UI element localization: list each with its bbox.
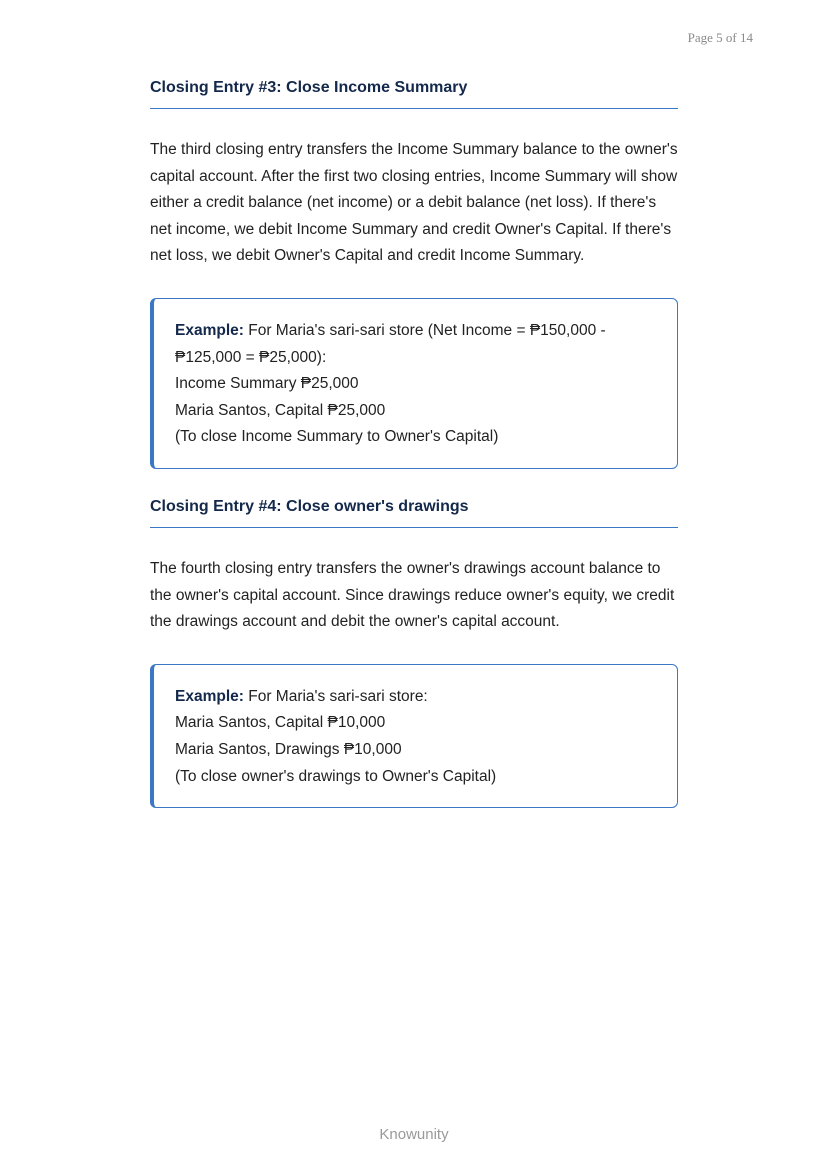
example-label: Example: [175,687,244,705]
example-label: Example: [175,321,244,339]
example-box-closing-entry-4 [150,664,678,808]
example-intro: For Maria's sari-sari store (Net Income = ₱150,000 - ₱125,000 = ₱25,000): [175,321,606,366]
example-line: (To close owner's drawings to Owner's Capital) [175,767,497,785]
example-line: Maria Santos, Drawings ₱10,000 [175,740,402,758]
example-line: Maria Santos, Capital ₱10,000 [175,714,386,732]
section-paragraph-closing-entry-4: The fourth closing entry transfers the owner's drawings account balance to the owner's capital account. Since drawings reduce owner's equity, we credit the drawings account and debit the owner's capital account. [150,559,675,631]
example-line: Income Summary ₱25,000 [175,375,359,393]
footer-brand: Knowunity [379,1126,449,1143]
example-box-closing-entry-3 [150,298,678,469]
page-number: Page 5 of 14 [687,30,753,45]
example-intro: For Maria's sari-sari store: [243,687,428,705]
example-line: (To close Income Summary to Owner's Capital) [175,428,499,446]
section-paragraph-closing-entry-3: The third closing entry transfers the Income Summary balance to the owner's capital account. After the first two closing entries, Income Summary will show either a credit balance (net income) or a debit balance (net loss). If there's net income, we debit Income Summary and credit Owner's Capital. If there's net loss, we debit Owner's Capital and credit Income Summary. [150,141,678,265]
section-heading-closing-entry-3: Closing Entry #3: Close Income Summary [150,79,678,109]
page-content [150,0,678,808]
example-line: Maria Santos, Capital ₱25,000 [175,401,386,419]
section-heading-closing-entry-4: Closing Entry #4: Close owner's drawings [150,498,678,528]
